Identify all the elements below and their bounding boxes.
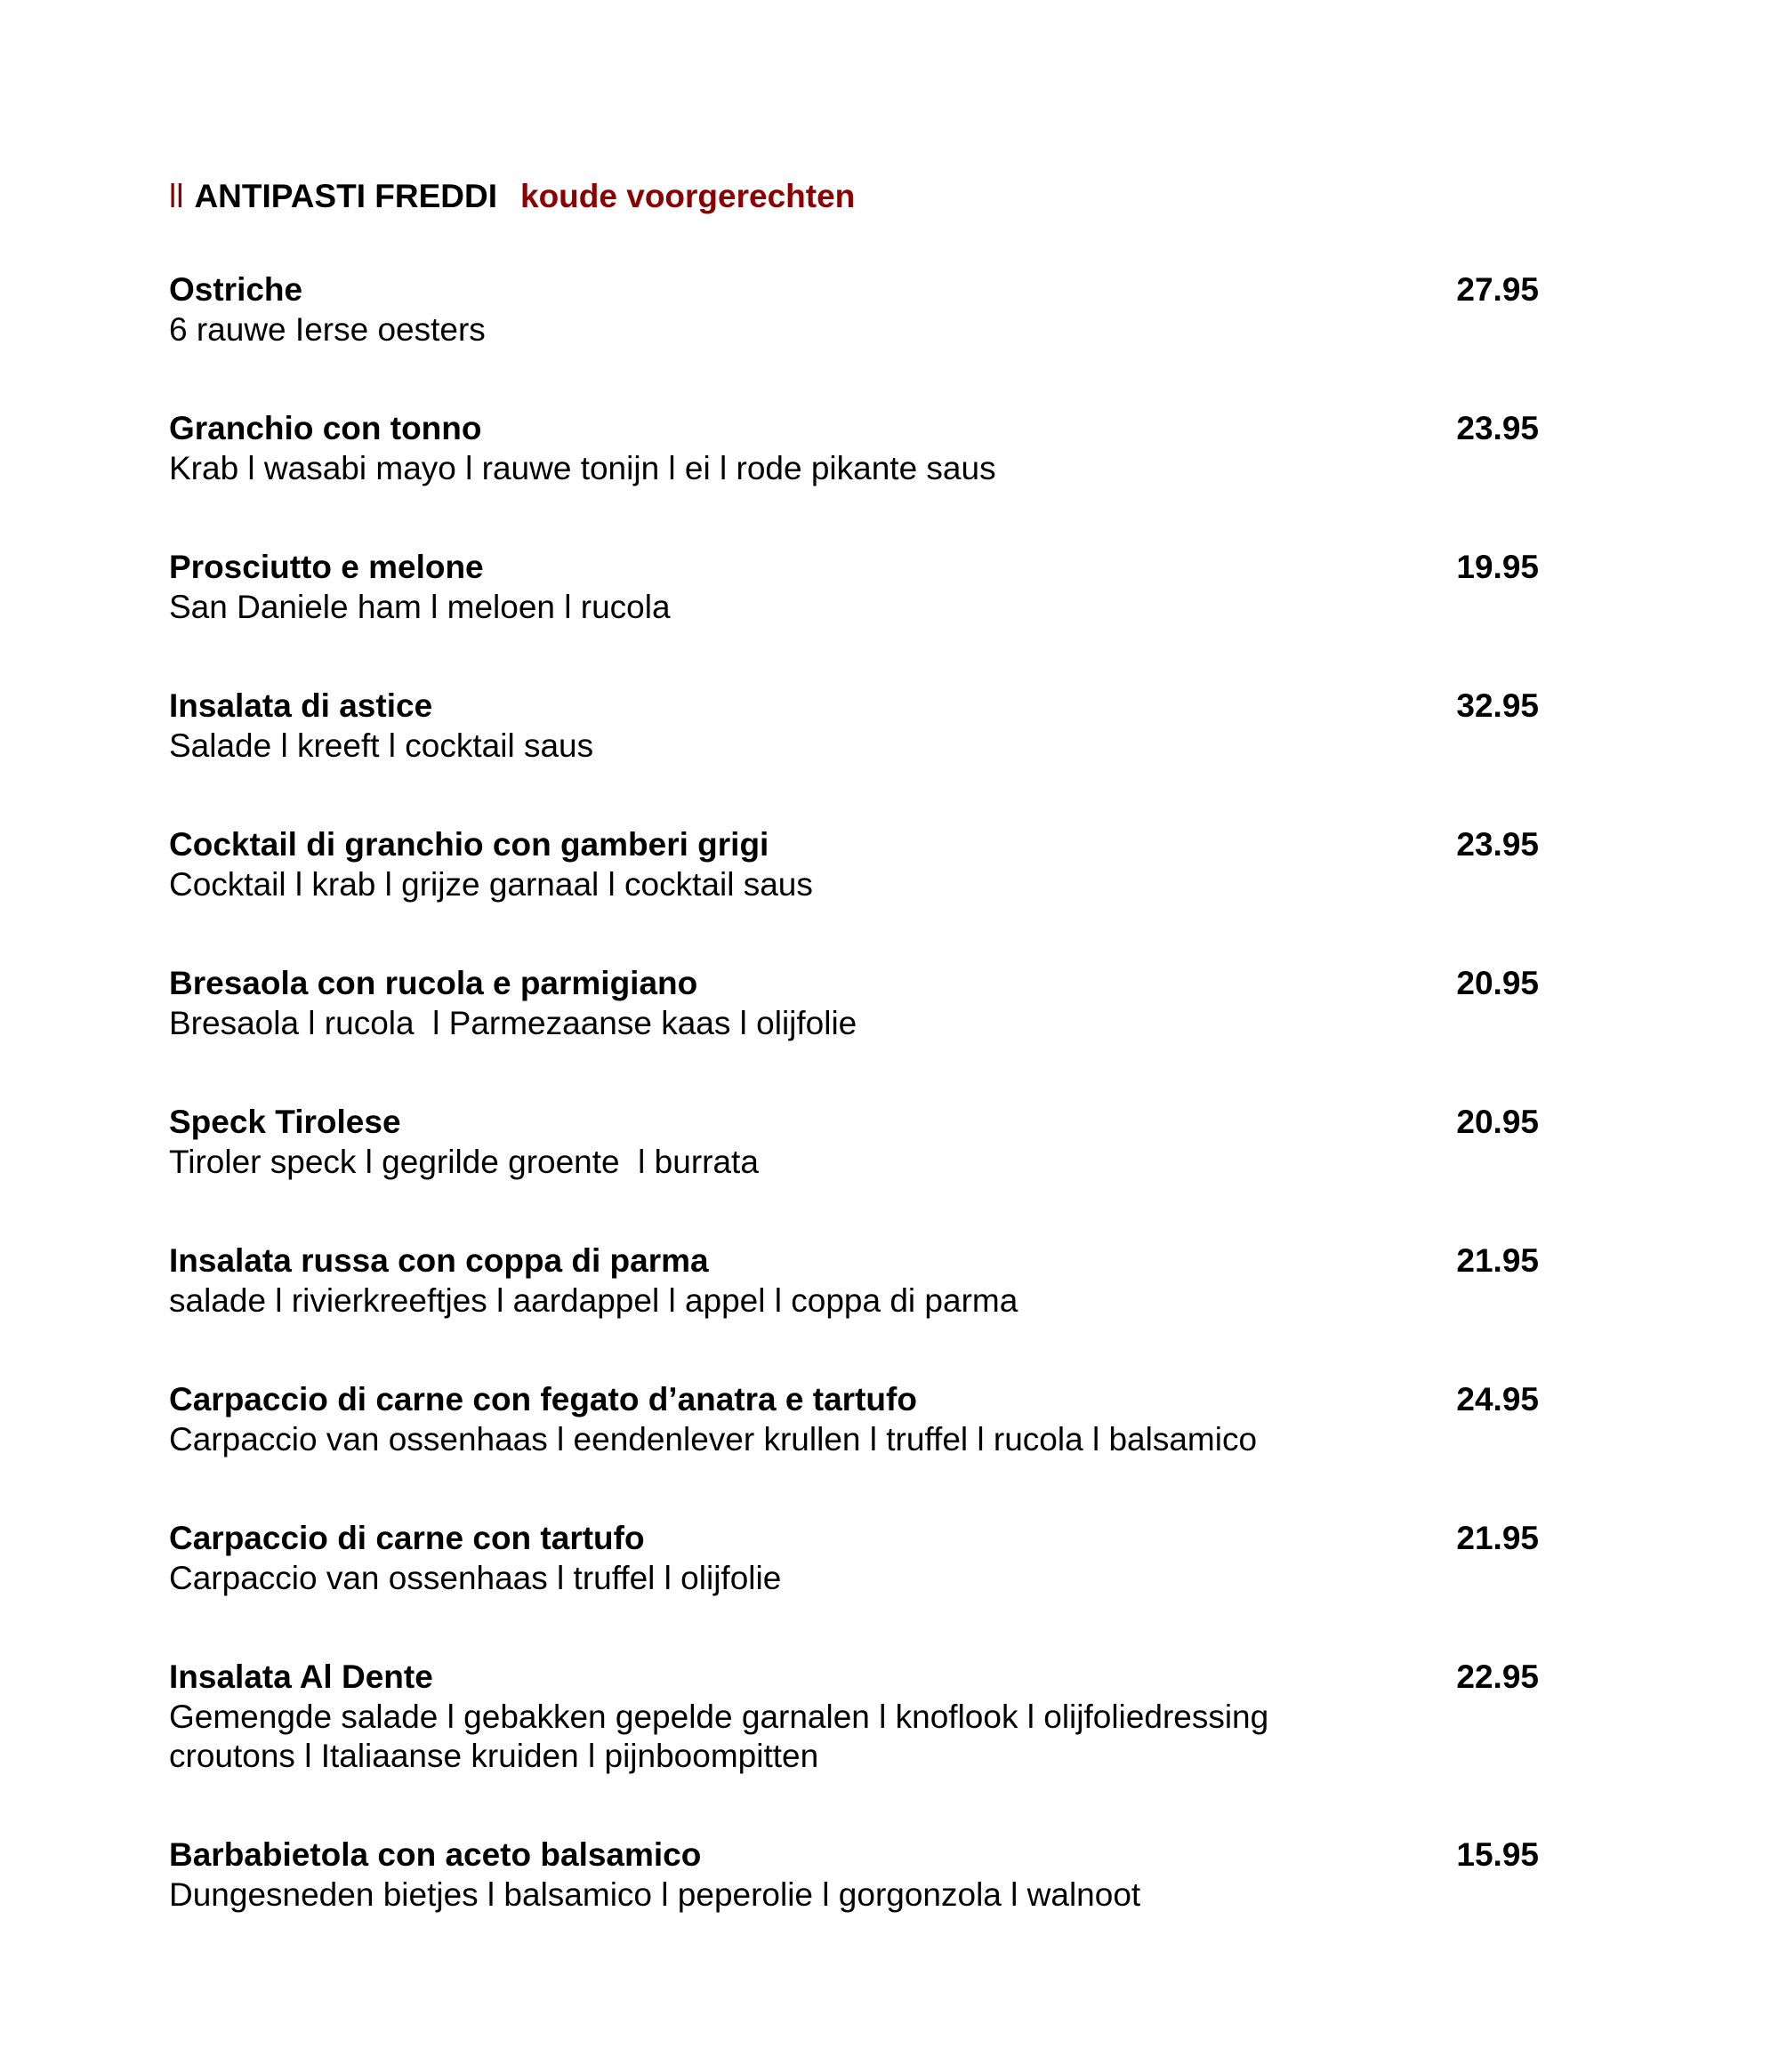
item-price: 20.95 xyxy=(1456,1104,1539,1140)
menu-item xyxy=(169,1657,1539,1776)
section-subtitle: koude voorgerechten xyxy=(520,178,856,214)
item-price: 21.95 xyxy=(1456,1520,1539,1556)
item-description: Carpaccio van ossenhaas l eendenlever krullen l truffel l rucola l balsamico xyxy=(169,1421,1258,1458)
item-name: Carpaccio di carne con tartufo xyxy=(169,1520,645,1556)
menu-list xyxy=(169,269,1539,1973)
menu-item xyxy=(169,686,1539,766)
item-name: Barbabietola con aceto balsamico xyxy=(169,1836,702,1873)
item-price: 32.95 xyxy=(1456,687,1539,724)
item-description: Krab l wasabi mayo l rauwe tonijn l ei l rode pikante saus xyxy=(169,450,996,486)
item-name: Insalata russa con coppa di parma xyxy=(169,1242,709,1279)
section-header xyxy=(169,173,1539,220)
item-name: Bresaola con rucola e parmigiano xyxy=(169,965,698,1001)
section-marker: ll xyxy=(169,178,184,214)
item-price: 23.95 xyxy=(1456,826,1539,863)
item-price: 23.95 xyxy=(1456,410,1539,446)
item-name: Speck Tirolese xyxy=(169,1104,401,1140)
item-description: Tiroler speck l gegrilde groente l burrata xyxy=(169,1144,759,1180)
menu-item xyxy=(169,824,1539,904)
item-name: Granchio con tonno xyxy=(169,410,482,446)
item-name: Insalata di astice xyxy=(169,687,433,724)
item-description: 6 rauwe Ierse oesters xyxy=(169,311,486,348)
item-price: 20.95 xyxy=(1456,965,1539,1001)
menu-item xyxy=(169,963,1539,1043)
item-price: 24.95 xyxy=(1456,1381,1539,1417)
item-description: Dungesneden bietjes l balsamico l peperolie l gorgonzola l walnoot xyxy=(169,1876,1141,1913)
item-description: Salade l kreeft l cocktail saus xyxy=(169,727,594,764)
menu-page xyxy=(169,173,1539,1913)
item-name: Cocktail di granchio con gamberi grigi xyxy=(169,826,769,863)
menu-item xyxy=(169,408,1539,488)
item-description: Carpaccio van ossenhaas l truffel l olijfolie xyxy=(169,1560,782,1596)
menu-item xyxy=(169,1518,1539,1598)
item-description: Gemengde salade l gebakken gepelde garnalen l knoflook l olijfoliedressing croutons l Italiaanse kruiden l pijnboompitten xyxy=(169,1699,1269,1774)
item-price: 22.95 xyxy=(1456,1658,1539,1695)
item-price: 15.95 xyxy=(1456,1836,1539,1873)
menu-item xyxy=(169,1379,1539,1459)
item-name: Prosciutto e melone xyxy=(169,549,484,585)
item-name: Carpaccio di carne con fegato d’anatra e tartufo xyxy=(169,1381,917,1417)
item-description: salade l rivierkreeftjes l aardappel l appel l coppa di parma xyxy=(169,1282,1018,1319)
item-description: San Daniele ham l meloen l rucola xyxy=(169,589,671,625)
menu-item xyxy=(169,1241,1539,1321)
menu-item xyxy=(169,1102,1539,1182)
menu-item xyxy=(169,547,1539,627)
item-name: Ostriche xyxy=(169,271,303,308)
item-name: Insalata Al Dente xyxy=(169,1658,433,1695)
section-title: ANTIPASTI FREDDI xyxy=(194,178,497,214)
menu-item xyxy=(169,269,1539,349)
item-price: 21.95 xyxy=(1456,1242,1539,1279)
item-price: 19.95 xyxy=(1456,549,1539,585)
item-price: 27.95 xyxy=(1456,271,1539,308)
item-description: Bresaola l rucola l Parmezaanse kaas l olijfolie xyxy=(169,1005,857,1041)
item-description: Cocktail l krab l grijze garnaal l cocktail saus xyxy=(169,866,813,903)
menu-item xyxy=(169,1835,1539,1915)
